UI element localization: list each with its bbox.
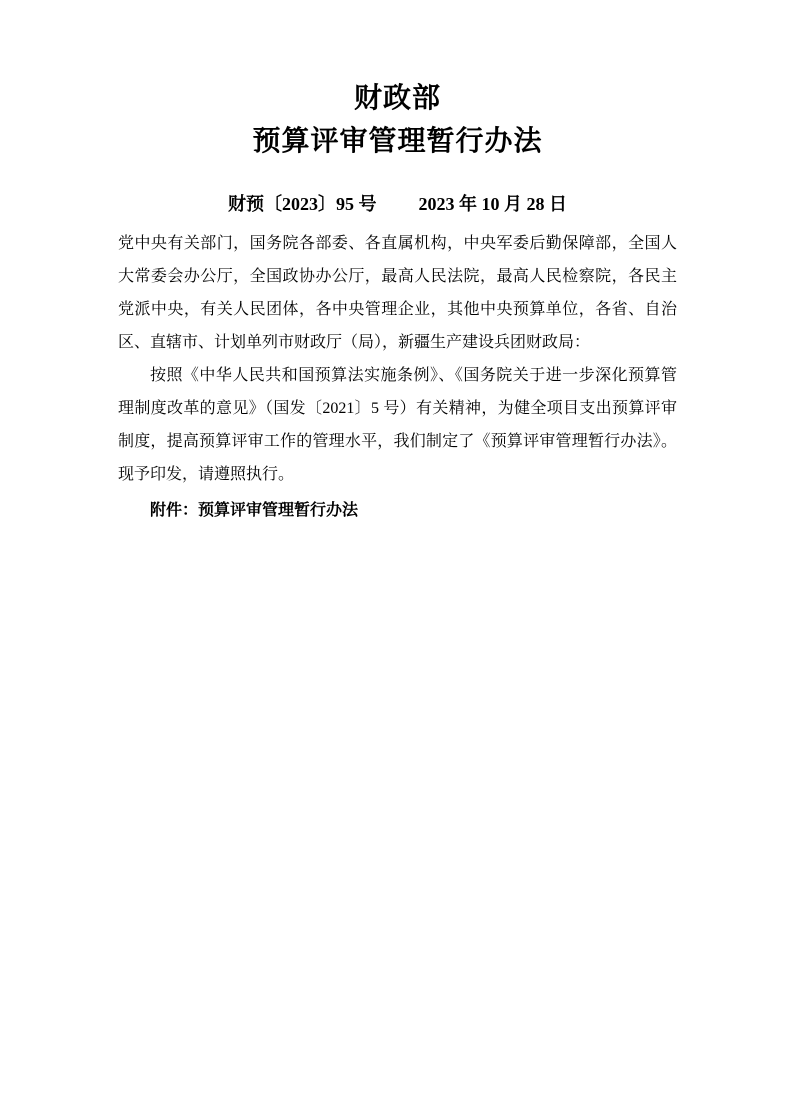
document-title-line-2: 预算评审管理暂行办法 bbox=[252, 126, 543, 157]
document-title bbox=[118, 77, 677, 163]
document-body bbox=[118, 227, 677, 491]
attachment-line: 附件：预算评审管理暂行办法 bbox=[150, 502, 359, 519]
main-paragraph: 按照《中华人民共和国预算法实施条例》、《国务院关于进一步深化预算管理制度改革的意见》（国发〔2021〕5 号）有关精神，为健全项目支出预算评审制度，提高预算评审工作的管理水平，我们制定了《预算评审管理暂行办法》。现予印发，请遵照执行。 bbox=[118, 367, 677, 483]
document-meta-line bbox=[118, 192, 677, 216]
document-date: 2023 年 10 月 28 日 bbox=[418, 194, 567, 214]
recipients-paragraph: 党中央有关部门，国务院各部委、各直属机构，中央军委后勤保障部，全国人大常委会办公厅，全国政协办公厅，最高人民法院，最高人民检察院，各民主党派中央，有关人民团体，各中央管理企业，其他中央预算单位，各省、自治区、直辖市、计划单列市财政厅（局），新疆生产建设兵团财政局： bbox=[118, 235, 677, 351]
document-title-line-1: 财政部 bbox=[353, 83, 441, 114]
document-number: 财预〔2023〕95 号 bbox=[228, 194, 377, 214]
